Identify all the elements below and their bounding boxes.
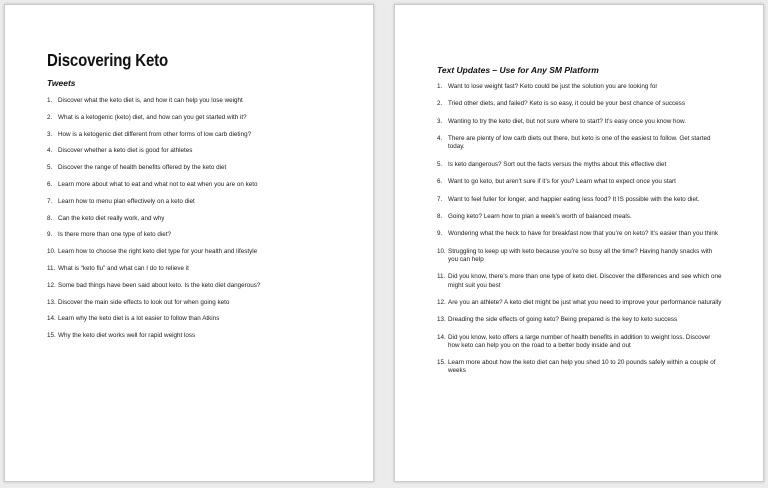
list-item-text: What is a ketogenic (keto) diet, and how can you get started with it? [58, 113, 247, 121]
text-update-item [437, 161, 722, 169]
list-item-text: How is a ketogenic diet different from other forms of low carb dieting? [58, 130, 252, 138]
list-item-text: What is “keto flu” and what can I do to relieve it [58, 264, 189, 272]
tweet-item [47, 215, 347, 223]
list-item-number: 3. [437, 117, 443, 125]
text-update-item [437, 100, 722, 108]
list-item-number: 13. [47, 298, 56, 306]
tweet-item [47, 181, 347, 189]
list-item-text: Some bad things have been said about keto. Is the keto diet dangerous? [58, 281, 261, 289]
text-update-item [437, 118, 722, 126]
list-item-text: Learn how to choose the right keto diet type for your health and lifestyle [58, 248, 258, 256]
list-item-text: Did you know, there’s more than one type of keto diet. Discover the differences and see which one might suit you best [448, 273, 722, 289]
list-item-number: 2. [47, 113, 53, 121]
list-item-text: Wanting to try the keto diet, but not sure where to start? It’s easy once you know how. [448, 117, 687, 125]
list-item-number: 8. [437, 212, 443, 220]
tweet-item [47, 332, 347, 340]
list-item-text: Can the keto diet really work, and why [58, 214, 165, 222]
text-update-item [437, 359, 722, 375]
tweets-list [47, 97, 347, 349]
list-item-text: Are you an athlete? A keto diet might be just what you need to improve your performance naturally [448, 298, 722, 306]
tweet-item [47, 231, 347, 239]
list-item-text: Learn why the keto diet is a lot easier to follow than Atkins [58, 315, 220, 323]
list-item-text: Why the keto diet works well for rapid weight loss [58, 332, 196, 340]
list-item-text: Is there more than one type of keto diet? [58, 231, 172, 239]
list-item-text: Going keto? Learn how to plan a week’s worth of balanced meals. [448, 212, 632, 220]
text-update-item [437, 299, 722, 307]
list-item-number: 11. [437, 273, 446, 281]
tweet-item [47, 164, 347, 172]
list-item-number: 14. [47, 315, 56, 323]
list-item-text: Struggling to keep up with keto because you’re so busy all the time? Having handy snacks with you can help [448, 247, 713, 263]
list-item-text: Wondering what the heck to have for breakfast now that you’re on keto? It’s easier than you think [448, 230, 718, 238]
tweet-item [47, 131, 347, 139]
list-item-text: Learn more about what to eat and what not to eat when you are on keto [58, 180, 258, 188]
list-item-number: 5. [437, 160, 443, 168]
list-item-number: 4. [437, 135, 443, 143]
text-updates-list [437, 83, 722, 385]
document-page-left [4, 4, 374, 482]
text-update-item [437, 230, 722, 238]
section-heading-text-updates: Text Updates – Use for Any SM Platform [437, 65, 599, 75]
list-item-number: 10. [47, 248, 56, 256]
section-heading-tweets: Tweets [47, 78, 76, 88]
list-item-number: 11. [47, 264, 56, 272]
list-item-text: Did you know, keto offers a large number of health benefits in addition to weight loss. Discover how keto can help you on the road to a better body inside and out [448, 333, 711, 349]
list-item-number: 6. [47, 180, 53, 188]
list-item-number: 10. [437, 247, 446, 255]
list-item-text: Discover the main side effects to look out for when going keto [58, 298, 230, 306]
list-item-text: Discover whether a keto diet is good for athletes [58, 147, 193, 155]
list-item-text: There are plenty of low carb diets out there, but keto is one of the easiest to follow. Get started today. [448, 135, 711, 151]
tweet-item [47, 114, 347, 122]
list-item-number: 9. [47, 231, 53, 239]
list-item-number: 2. [437, 100, 443, 108]
tweet-item [47, 248, 347, 256]
list-item-text: Learn how to menu plan effectively on a keto diet [58, 197, 195, 205]
list-item-number: 15. [47, 332, 56, 340]
list-item-number: 4. [47, 147, 53, 155]
list-item-number: 3. [47, 130, 53, 138]
text-update-item [437, 196, 722, 204]
tweet-item [47, 97, 347, 105]
list-item-text: Want to go keto, but aren’t sure if it’s for you? Learn what to expect once you start [448, 178, 676, 186]
text-update-item [437, 178, 722, 186]
text-update-item [437, 83, 722, 91]
list-item-number: 7. [437, 195, 443, 203]
list-item-number: 14. [437, 333, 446, 341]
tweet-item [47, 282, 347, 290]
tweet-item [47, 315, 347, 323]
tweet-item [47, 265, 347, 273]
list-item-number: 1. [437, 83, 443, 90]
list-item-text: Dreading the side effects of going keto? Being prepared is the key to keto success [448, 316, 678, 324]
list-item-text: Want to feel fuller for longer, and happier eating less food? It IS possible with the keto diet. [448, 195, 700, 203]
list-item-text: Is keto dangerous? Sort out the facts versus the myths about this effective diet [448, 160, 667, 168]
list-item-number: 7. [47, 197, 53, 205]
text-update-item [437, 316, 722, 324]
document-page-right [394, 4, 764, 482]
tweet-item [47, 299, 347, 307]
text-update-item [437, 135, 722, 151]
list-item-text: Learn more about how the keto diet can help you shed 10 to 20 pounds safely within a couple of weeks [448, 359, 716, 375]
list-item-number: 1. [47, 97, 53, 104]
text-update-item [437, 248, 722, 264]
list-item-number: 15. [437, 359, 446, 367]
list-item-number: 5. [47, 164, 53, 172]
text-update-item [437, 273, 722, 289]
list-item-text: Discover the range of health benefits offered by the keto diet [58, 164, 227, 172]
text-update-item [437, 213, 722, 221]
list-item-number: 13. [437, 316, 446, 324]
list-item-number: 9. [437, 230, 443, 238]
list-item-text: Discover what the keto diet is, and how it can help you lose weight [58, 97, 243, 104]
list-item-number: 12. [47, 281, 56, 289]
list-item-number: 12. [437, 298, 446, 306]
tweet-item [47, 198, 347, 206]
list-item-number: 6. [437, 178, 443, 186]
list-item-number: 8. [47, 214, 53, 222]
text-update-item [437, 334, 722, 350]
tweet-item [47, 147, 347, 155]
document-title: Discovering Keto [47, 50, 169, 70]
list-item-text: Tried other diets, and failed? Keto is so easy, it could be your best chance of success [448, 100, 685, 108]
list-item-text: Want to lose weight fast? Keto could be just the solution you are looking for [448, 83, 658, 90]
